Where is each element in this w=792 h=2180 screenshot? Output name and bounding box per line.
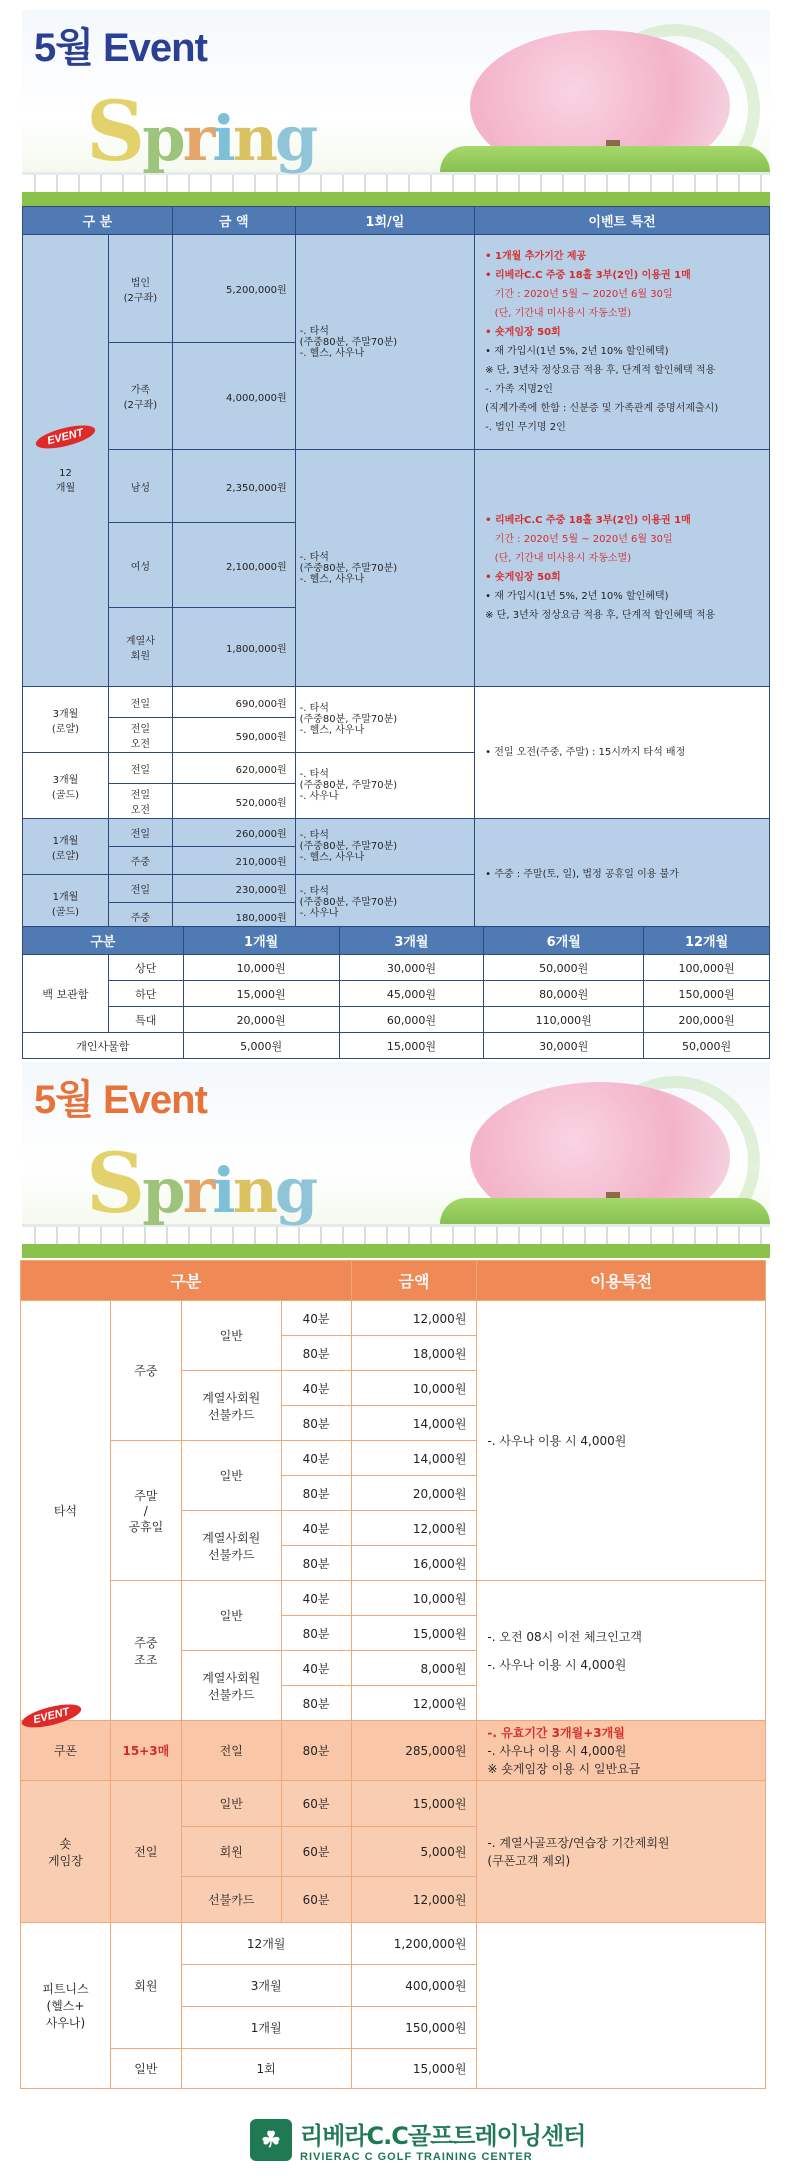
price-cell: 12,000원 [351,1301,477,1336]
group-1m-royal: 1개월 (로얄) [23,819,109,875]
benefit-line: • 재 가입시(1년 5%, 2년 10% 할인혜택) [485,346,669,357]
table-cell: 15,000원 [339,1033,484,1059]
group-12-label: 12 개월 [55,467,76,494]
bottom-banner [22,1062,770,1258]
sub-3m-royal-am: 전일 오전 [108,718,172,753]
short-sub: 회원 [181,1827,281,1877]
price-1m-gold-wd: 180,000원 [172,903,295,931]
benefit-a [475,235,770,450]
minutes-cell: 60분 [281,1877,351,1923]
benefit-line: • 1개월 추가기간 제공 [485,251,587,262]
minutes-cell: 40분 [281,1651,351,1686]
price-3m-royal-all: 690,000원 [172,687,295,718]
sub-3m-gold-all: 전일 [108,753,172,784]
coupon-label [21,1705,111,1781]
benefit-early-1: -. 오전 08시 이전 체크인고객 [487,1629,643,1644]
header-6m: 6개월 [484,927,644,955]
fitness-label: 피트니스 (헬스+ 사우나) [21,1923,111,2089]
coupon-note-3: ※ 숏게임장 이용 시 일반요금 [487,1761,641,1776]
header-1m: 1개월 [183,927,339,955]
group-1m-gold: 1개월 (골드) [23,875,109,931]
fitness-period: 1회 [181,2049,351,2089]
table-cell: 특대 [108,1007,183,1033]
price-family: 4,000,000원 [172,343,295,450]
table-cell: 150,000원 [644,981,770,1007]
header-benefit: 이벤트 특전 [475,207,770,235]
price-cell: 18,000원 [351,1336,477,1371]
sub-1m-gold-all: 전일 [108,875,172,903]
usage-b: -. 타석 (주중80분, 주말70분) -. 헬스, 사우나 [295,450,475,687]
locker-label: 개인사물함 [23,1033,184,1059]
benefit-line: -. 법인 무기명 2인 [485,422,566,433]
minutes-cell: 60분 [281,1827,351,1877]
header-price: 금 액 [172,207,295,235]
sub-family: 가족 (2구좌) [108,343,172,450]
fitness-member: 회원 [110,1923,181,2049]
grass-decoration [22,192,770,206]
table-cell: 110,000원 [484,1007,644,1033]
benefit-line: 기간 : 2020년 5월 ~ 2020년 6월 30일 [485,289,673,300]
price-cell: 16,000원 [351,1546,477,1581]
price-cell: 15,000원 [351,2049,477,2089]
sub-1m-gold-wd: 주중 [108,903,172,931]
benefit-line: • 재 가입시(1년 5%, 2년 10% 할인혜택) [485,591,669,602]
table-cell: 상단 [108,955,183,981]
table-cell: 100,000원 [644,955,770,981]
footer-logo [250,2116,585,2163]
affiliate-label: 계열사회원 선불카드 [181,1651,281,1721]
price-cell: 15,000원 [351,1616,477,1651]
minutes-cell: 40분 [281,1441,351,1476]
price-cell: 15,000원 [351,1781,477,1827]
price-3m-gold-am: 520,000원 [172,784,295,819]
header-12m: 12개월 [644,927,770,955]
minutes-cell: 80분 [281,1546,351,1581]
benefit-line: • 숏게임장 50회 [485,327,561,338]
membership-price-table [22,206,770,931]
event-badge: EVENT [20,1700,83,1732]
group-3m-gold: 3개월 (골드) [23,753,109,819]
usage-3m-royal: -. 타석 (주중80분, 주말70분) -. 헬스, 사우나 [295,687,475,753]
table-cell: 하단 [108,981,183,1007]
price-cell: 14,000원 [351,1441,477,1476]
benefit-b [475,450,770,687]
short-game-benefit: -. 계열사골프장/연습장 기간제회원 (쿠폰고객 제외) [477,1781,766,1923]
sub-corporate: 법인 (2구좌) [108,235,172,343]
coupon-price: 285,000원 [351,1721,477,1781]
sub-3m-royal-all: 전일 [108,687,172,718]
table-cell: 10,000원 [183,955,339,981]
header-benefit: 이용특전 [477,1261,766,1301]
minutes-cell: 80분 [281,1686,351,1721]
price-3m-royal-am: 590,000원 [172,718,295,753]
table-cell: 5,000원 [183,1033,339,1059]
coupon-notes [477,1721,766,1781]
benefit-a-list [485,247,765,437]
sub-1m-royal-wd: 주중 [108,847,172,875]
short-sub: 선불카드 [181,1877,281,1923]
header-3m: 3개월 [339,927,484,955]
usage-1m-gold: -. 타석 (주중80분, 주말70분) -. 사우나 [295,875,475,931]
minutes-cell: 40분 [281,1581,351,1616]
coupon-type: 전일 [181,1721,281,1781]
table-cell: 200,000원 [644,1007,770,1033]
header-category: 구분 [21,1261,352,1301]
coupon-label-text: 쿠폰 [53,1744,78,1758]
normal-label: 일반 [181,1301,281,1371]
price-female: 2,100,000원 [172,523,295,608]
logo-english: RIVIERAC C GOLF TRAINING CENTER [300,2151,533,2163]
benefit-1m: • 주중 : 주말(토, 일), 법정 공휴일 이용 불가 [475,819,770,931]
group-12-months [23,235,109,687]
spring-decoration: Spring [86,84,316,180]
group-3m-royal: 3개월 (로얄) [23,687,109,753]
sub-affiliate: 계열사 회원 [108,608,172,687]
benefit-line: ※ 단, 3년차 정상요금 적용 후, 단계적 할인혜택 적용 [485,610,716,621]
fitness-period: 3개월 [181,1965,351,2007]
table-cell: 80,000원 [484,981,644,1007]
minutes-cell: 40분 [281,1371,351,1406]
price-cell: 1,200,000원 [351,1923,477,1965]
table-cell: 20,000원 [183,1007,339,1033]
locker-price-table [22,926,770,1059]
table-cell: 15,000원 [183,981,339,1007]
early-label: 주중 조조 [110,1581,181,1721]
weekend-label: 주말 / 공휴일 [110,1441,181,1581]
price-cell: 5,000원 [351,1827,477,1877]
banner-title: 5월 Event [34,26,207,70]
fitness-period: 1개월 [181,2007,351,2049]
fitness-benefit-empty [477,1923,766,2089]
benefit-sauna: -. 사우나 이용 시 4,000원 [477,1301,766,1581]
usage-1m-royal: -. 타석 (주중80분, 주말70분) -. 헬스, 사우나 [295,819,475,875]
sub-3m-gold-am: 전일 오전 [108,784,172,819]
price-cell: 20,000원 [351,1476,477,1511]
header-category: 구 분 [23,207,173,235]
usage-a: -. 타석 (주중80분, 주말70분) -. 헬스, 사우나 [295,235,475,450]
price-cell: 10,000원 [351,1581,477,1616]
sub-female: 여성 [108,523,172,608]
table-cell: 30,000원 [339,955,484,981]
logo-text [300,2116,585,2163]
price-cell: 8,000원 [351,1651,477,1686]
table-cell: 60,000원 [339,1007,484,1033]
price-1m-royal-all: 260,000원 [172,819,295,847]
benefit-line: 기간 : 2020년 5월 ~ 2020년 6월 30일 [485,534,673,545]
benefit-b-list [485,511,765,625]
coupon-bonus: 15+3매 [110,1721,181,1781]
short-game-type: 전일 [110,1781,181,1923]
grass-decoration [22,1244,770,1258]
banner-title: 5월 Event [34,1078,207,1122]
normal-label: 일반 [181,1581,281,1651]
price-cell: 12,000원 [351,1511,477,1546]
price-cell: 14,000원 [351,1406,477,1441]
coupon-minutes: 80분 [281,1721,351,1781]
sub-male: 남성 [108,450,172,523]
minutes-cell: 80분 [281,1336,351,1371]
event-badge: EVENT [34,420,97,452]
price-affiliate: 1,800,000원 [172,608,295,687]
short-sub: 일반 [181,1781,281,1827]
header-price: 금액 [351,1261,477,1301]
usage-3m-gold: -. 타석 (주중80분, 주말70분) -. 사우나 [295,753,475,819]
benefit-line: (단, 기간내 미사용시 자동소멸) [485,553,632,564]
benefit-line: (직계가족에 한함 : 신분증 및 가족관계 증명서제출시) [485,403,719,414]
fitness-general: 일반 [110,2049,181,2089]
price-3m-gold-all: 620,000원 [172,753,295,784]
table-cell: 50,000원 [484,955,644,981]
minutes-cell: 40분 [281,1301,351,1336]
club-logo-icon: ☘ [250,2119,292,2161]
top-banner [22,10,770,206]
affiliate-label: 계열사회원 선불카드 [181,1371,281,1441]
fitness-period: 12개월 [181,1923,351,1965]
price-cell: 12,000원 [351,1686,477,1721]
benefit-early [477,1581,766,1721]
logo-korean: 리베라C.C골프트레이닝센터 [300,2122,586,2150]
benefit-line: • 숏게임장 50회 [485,572,561,583]
table-cell: 50,000원 [644,1033,770,1059]
table-cell: 30,000원 [484,1033,644,1059]
minutes-cell: 80분 [281,1406,351,1441]
benefit-line: (단, 기간내 미사용시 자동소멸) [485,308,632,319]
header-usage: 1회/일 [295,207,475,235]
benefit-line: • 리베라C.C 주중 18홀 3부(2인) 이용권 1매 [485,515,691,526]
short-game-label: 숏 게임장 [21,1781,111,1923]
price-cell: 400,000원 [351,1965,477,2007]
range-price-table [20,1260,766,2089]
price-1m-gold-all: 230,000원 [172,875,295,903]
affiliate-label: 계열사회원 선불카드 [181,1511,281,1581]
minutes-cell: 80분 [281,1616,351,1651]
benefit-line: ※ 단, 3년차 정상요금 적용 후, 단계적 할인혜택 적용 [485,365,716,376]
minutes-cell: 60분 [281,1781,351,1827]
bag-storage-label: 백 보관함 [23,955,109,1033]
benefit-early-2: -. 사우나 이용 시 4,000원 [487,1657,627,1672]
coupon-note-1: -. 유효기간 3개월+3개월 [487,1725,625,1740]
normal-label: 일반 [181,1441,281,1511]
spring-decoration: Spring [86,1136,316,1232]
coupon-note-2: -. 사우나 이용 시 4,000원 [487,1743,627,1758]
price-cell: 150,000원 [351,2007,477,2049]
benefit-line: • 리베라C.C 주중 18홀 3부(2인) 이용권 1매 [485,270,691,281]
sub-1m-royal-all: 전일 [108,819,172,847]
benefit-line: -. 가족 지명2인 [485,384,553,395]
price-corporate: 5,200,000원 [172,235,295,343]
price-male: 2,350,000원 [172,450,295,523]
price-1m-royal-wd: 210,000원 [172,847,295,875]
benefit-3m: • 전일 오전(주중, 주말) : 15시까지 타석 배정 [475,687,770,819]
taseok-label: 타석 [21,1301,111,1721]
weekday-label: 주중 [110,1301,181,1441]
price-cell: 10,000원 [351,1371,477,1406]
minutes-cell: 40분 [281,1511,351,1546]
header-category: 구분 [23,927,184,955]
minutes-cell: 80분 [281,1476,351,1511]
price-cell: 12,000원 [351,1877,477,1923]
table-cell: 45,000원 [339,981,484,1007]
